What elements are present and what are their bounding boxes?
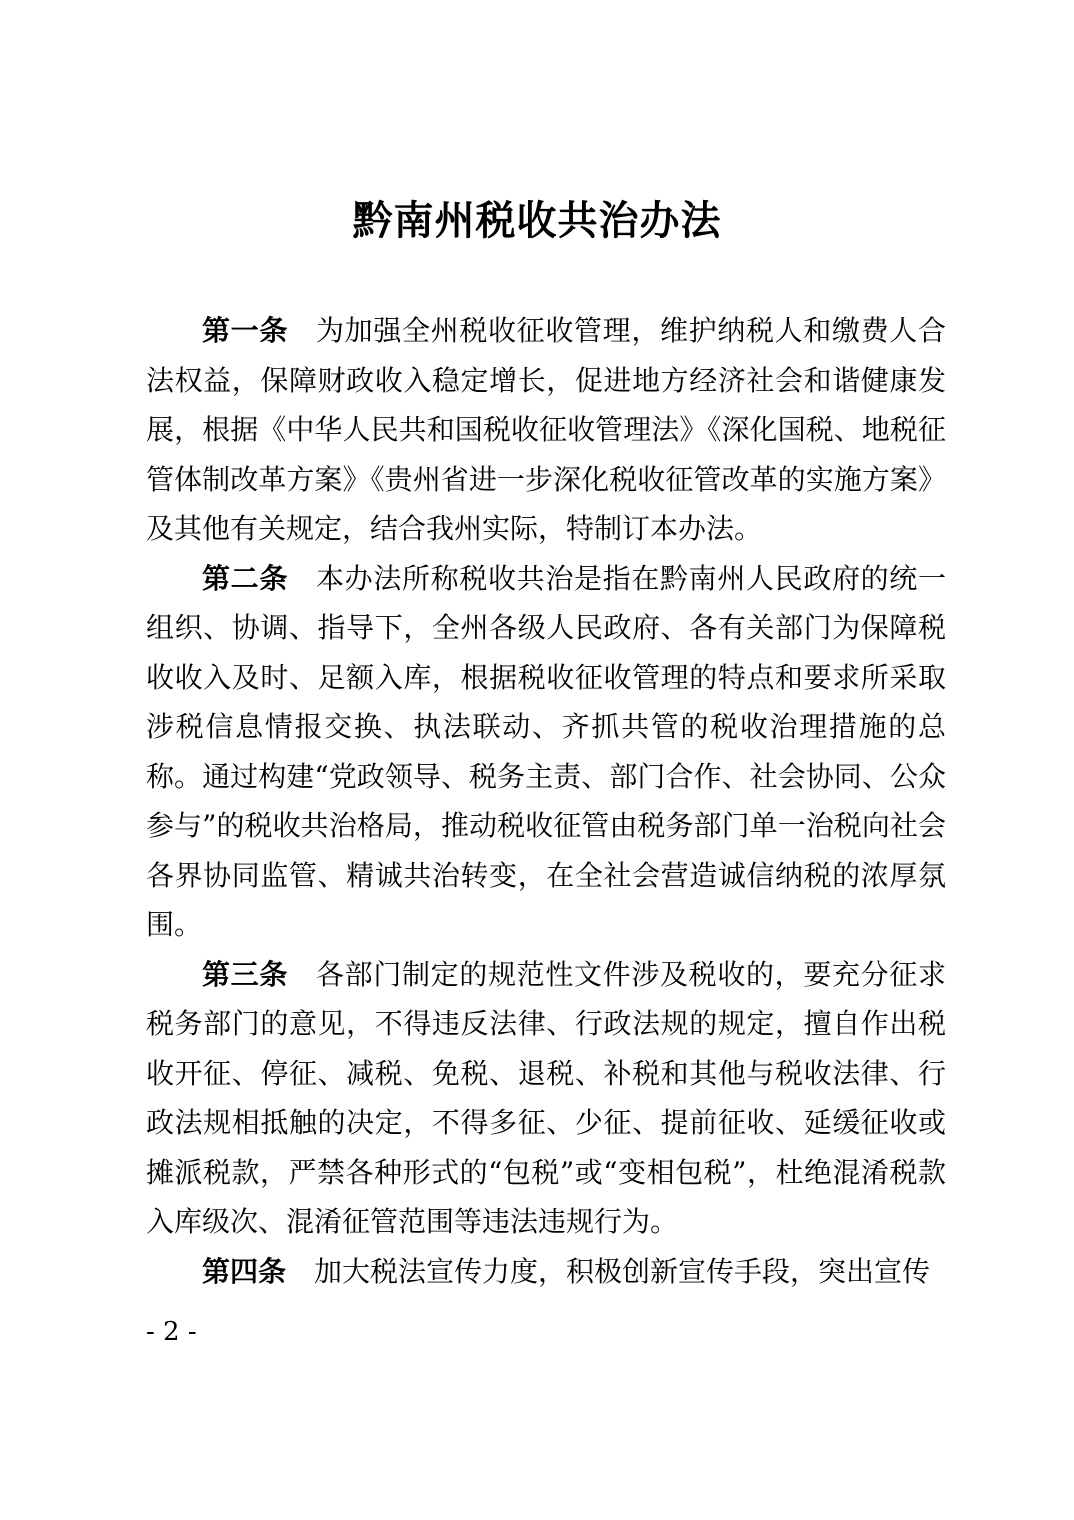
article-1	[146, 306, 946, 554]
article-4-head: 第四条	[202, 1254, 287, 1288]
page-number: - 2 -	[146, 1317, 197, 1347]
article-3	[146, 950, 946, 1247]
document-body	[146, 306, 946, 1296]
document-title: 黔南州税收共治办法	[352, 197, 722, 244]
article-2	[146, 554, 946, 950]
article-1-head: 第一条	[202, 314, 288, 347]
article-2-head: 第二条	[202, 561, 288, 595]
article-1-text: 为加强全州税收征收管理，维护纳税人和缴费人合法权益，保障财政收入稳定增长，促进地方经济社会和谐健康发展，根据《中华人民共和国税收征收管理法》《深化国税、地税征管体制改革方案》《贵州省进一步深化税收征管改革的实施方案》及其他有关规定，结合我州实际，特制订本办法。	[146, 314, 946, 545]
article-3-head: 第三条	[202, 957, 288, 991]
article-4	[146, 1247, 946, 1297]
article-4-text: 加大税法宣传力度，积极创新宣传手段，突出宣传	[314, 1254, 931, 1288]
article-2-text: 本办法所称税收共治是指在黔南州人民政府的统一组织、协调、指导下，全州各级人民政府、各有关部门为保障税收收入及时、足额入库，根据税收征收管理的特点和要求所采取涉税信息情报交换、执法联动、齐抓共管的税收治理措施的总称。通过构建“党政领导、税务主责、部门合作、社会协同、公众参与”的税收共治格局，推动税收征管由税务部门单一治税向社会各界协同监管、精诚共治转变，在全社会营造诚信纳税的浓厚氛围。	[146, 561, 946, 941]
article-3-text: 各部门制定的规范性文件涉及税收的，要充分征求税务部门的意见，不得违反法律、行政法规的规定，擅自作出税收开征、停征、减税、免税、退税、补税和其他与税收法律、行政法规相抵触的决定，不得多征、少征、提前征收、延缓征收或摊派税款，严禁各种形式的“包税”或“变相包税”，杜绝混淆税款入库级次、混淆征管范围等违法违规行为。	[146, 957, 946, 1238]
